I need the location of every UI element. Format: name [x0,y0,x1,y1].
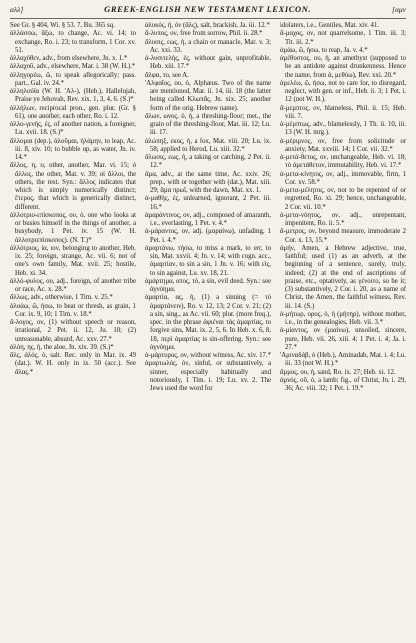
lexicon-entry: 'Αμιναδάβ, ὁ (Heb.), Aminadab, Mat. i. 4; Lu. iii. 33 (not W. H.).* [280,352,406,368]
lexicon-entry: ἁλυκός, ή, όν (ἅλς), salt, brackish, Ja. iii. 12.* [145,22,270,29]
lexicon-entry: ἁμάρτημα, ατος, τό, a sin, evil deed. Syn.: see ἀγνόημα. [145,277,271,293]
lexicon-entry: ἀμέθυστος, ου, ἡ, an amethyst (supposed to be an antidote against drunkenness. Hence the name, from ἀ, μεθύω), Rev. xxi. 20.* [280,55,406,79]
lexicon-entry: ἀλλότριος, ία, ιον, belonging to another, Heb. ix. 25; foreign, strange, Ac. vii. 6; not of one's own family, Mat. xvii. 25; hostile, Heb. xi. 34. [10,244,136,277]
column-left [10,22,136,639]
lexicon-entry: See Gr. § 404, Wi. § 53. 7, Bu. 365 sq. [10,22,115,29]
lexicon-entry: ἀ-μετά-θετος, ον, unchangeable, Heb. vi. 18; τὸ ἀμετάθετον, immutability, Heb. vi. 17.* [280,154,406,170]
column-right [280,22,406,639]
lexicon-entry: ἁμαρτωλός, όν, sinful, or substantively, a sinner, especially habitually and notoriously, 1 Tim. i. 19; Lu. xv. 2. The Jews used the word for [145,360,271,392]
column-middle [145,22,271,639]
header-left-guideword: αλλ] [10,5,24,14]
lexicon-entry: ἀλληγορέω, ῶ, to speak allegorically; pass. part., Gal. iv. 24.* [10,71,136,87]
text-columns [10,22,406,639]
lexicon-entry: ἄ-μαχος, ον, not quarrelsome, 1 Tim. iii. 3; Tit. iii. 2.* [280,30,406,46]
lexicon-entry: ἀλόη, ης, ἡ, the aloe, Jn. xix. 39. (S.)* [10,343,114,351]
lexicon-entry: ἀ-μετα-νόητος, ον, adj., unrepentant, impenitent, Ro. ii. 5.* [280,211,406,227]
lexicon-entry: ἁμαρτία, ας, ἡ, (1) a sinning (= τὸ ἁμαρτάνειν), Ro. v. 12, 13; 2 Cor. v. 21; (2) a sin, sing., as Ac. vii. 60; plur. (more freq.), spec. in the phrase ἀφιέναι τὰς ἁμαρτίας, to forgive sins, Mat. ix. 2, 5, 6. In Heb. x. 6, 8, 18, περὶ ἁμαρτίας is sin-offering. Syn.: see ἀγνόημα. [145,294,271,351]
lexicon-entry: ἀλληλούϊα (W. H. 'Αλ-), (Heb.), Hallelujah, Praise ye Jehovah, Rev. xix. 1, 3, 4, 6. (S.)* [10,88,136,104]
lexicon-entry: ἀ-μάρτυρος, ον, without witness, Ac. xiv. 17.* [145,352,271,359]
lexicon-entry: ἀλοάω, ῶ, ήσω, to beat or thresh, as grain, 1 Cor. ix. 9, 10; 1 Tim. v. 18.* [10,302,136,318]
lexicon-entry: ἀμελέω, ῶ, ήσω, not to care for, to disregard, neglect, with gen. or inf., Heb. ii. 3; 1 Pet. i. 12 (not W. H.). [280,79,406,104]
lexicon-entry: ἄλφα, το, see A. [145,71,189,79]
lexicon-entry: ἀμαράντινος, ον, adj., composed of amaranth, i.e., everlasting, 1 Pet. v. 4.* [145,211,271,227]
lexicon-entry: ἅλων, ωνος, ὁ, ἡ, a threshing-floor; met., the grain of the threshing-floor, Mat. iii. 12; Lu. iii. 17. [145,112,271,137]
lexicon-entry: idolaters, i.e., Gentiles, Mat. xiv. 41. [280,22,380,29]
lexicon-entry: ἀμνός, οῦ, ὁ, a lamb; fig., of Christ, Jn. i. 29, 36; Ac. viii. 32; 1 Pet. i. 19.* [280,376,406,392]
running-header [10,4,406,19]
lexicon-entry: ἅλυσις, εως, ἡ, a chain or manacle, Mar. v. 3; Ac. xxi. 33. [145,38,271,54]
lexicon-entry: ἄ-λυπος, ον, free from sorrow, Phil. ii. 28.* [145,30,263,38]
lexicon-entry: ἄ-μεμπτος, ον, blameless, Phil. ii. 15; Heb. viii. 7. [280,104,406,120]
lexicon-entry: ἁμαρτάνω, τήσω, to miss a mark, to err, to sin, Mat. xxvii. 4; Jn. v. 14; with cogn. acc., ἁμαρτίαν, to sin a sin, 1 Jn. v. 16; with εἰς, to sin against, Lu. xv. 18, 21. [145,244,271,277]
lexicon-entry: ἀ-μετα-κίνητος, ον, adj., immovable, firm, 1 Cor. xv. 58.* [280,170,406,186]
lexicon-entry: ἄ-μετρος, ον, beyond measure, immoderate 2 Cor. x. 13, 15.* [280,228,406,244]
lexicon-entry: ἀμήν, Amen, a Hebrew adjective, true, faithful; used (1) as an adverb, at the beginning of a sentence, surely, truly, indeed; (2) at the end of ascriptions of praise, etc., optatively, as γένοιτο, so be it; (3) substantively, 2 Cor. i. 20, as a name of Christ, the Amen, the faithful witness, Rev. iii. 14. (S.) [280,244,406,310]
lexicon-entry: ἅλωσις, εως, ἡ, a taking or catching, 2 Pet. ii. 12.* [145,154,271,170]
lexicon-entry: ἀμάω, ῶ, ήσω, to reap, Ja. v. 4.* [280,46,368,54]
lexicon-entry: ἀλλοτριο-επίσκοπος, ου, ὁ, one who looks at or busies himself in the things of another, a busybody, 1 Pet. iv. 15 (W. H. ἀλλοτριεπίσκοπος). (N. T.)* [10,211,136,244]
lexicon-entry: ἀλλάσσω, ἄξω, to change, Ac. vi. 14; to exchange, Ro. i. 23; to transform, 1 Cor. xv. 51. [10,30,136,54]
header-right-guideword: [αμν [392,5,406,14]
lexicon-entry: ἀλλό-φυλος, ου, adj., foreign, of another tribe or race, Ac. x. 28.* [10,277,136,293]
lexicon-entry: ἀ-μάραντος, ον, adj. (μαραίνω), unfading, 1 Pet. i. 4.* [145,228,271,244]
lexicon-entry: ἀ-μέμπτως, adv., blamelessly, 1 Th. ii. 10, iii. 13 (W. H. mrg.). [280,121,406,137]
lexicon-entry: ἀ-λυσιτελής, ές, without gain, unprofitable, Heb. xiii. 17.* [145,55,271,71]
lexicon-entry: ἄ-λογος, ον, (1) without speech or reason, irrational, 2 Pet. ii. 12, Ju. 10; (2) unreasonable, absurd, Ac. xxv. 27.* [10,319,136,343]
lexicon-entry: ἀ-μαθής, ές, unlearned, ignorant, 2 Pet. iii. 16.* [145,195,271,211]
lexicon-entry: ἀλλήλων, reciprocal pron., gen. plur. (Gr. § 61), one another, each other, Ro. i. 12. [10,104,136,120]
header-title: GREEK-ENGLISH NEW TESTAMENT LEXICON. [104,4,312,14]
lexicon-entry: 'Αλφαῖος, ου, ὁ, Alphæus. Two of the name are mentioned, Mar. ii. 14, iii. 18 (the latter being called Κλωπᾶς, Jn. xix. 25; another form of the orig. Hebrew name). [145,79,271,112]
lexicon-entry: ἀλλαχόθεν, adv., from elsewhere, Jn. x. 1.* [10,55,128,62]
lexicon-entry: ἅλλομαι (dep.), ἁλοῦμαι, ἡλάμην, to leap, Ac. iii. 8, xiv. 10; to bubble up, as water, Jn. iv. 14.* [10,137,136,161]
lexicon-entry: ἅμα, adv., at the same time, Ac. xxiv. 26; prep., with or together with (dat.), Mat. xiii. 29; ἅμα πρωΐ, with the dawn, Mat. xx. 1. [145,170,271,194]
lexicon-entry: ἀλλαχοῦ, adv., elsewhere, Mar. i. 38 (W. H.).* [10,63,136,71]
lexicon-entry: ἀ-μετα-μέλητος, ον, not to be repented of or regretted, Ro. xi. 29; hence, unchangeable, 2 Cor. vii. 10.* [280,187,406,211]
lexicon-entry: ἀ-μέριμνος, ον, free from solicitude or anxiety, Mat. xxviii. 14; 1 Cor. vii. 32.* [280,137,406,153]
lexicon-entry: ἄμμος, ου, ἡ, sand, Ro. ix. 27; Heb. xi. 12. [280,368,396,376]
lexicon-entry: ἄλλος, η, ο, other, another, Mar. vi. 15; ὁ ἄλλος, the other, Mat. v. 39; οἱ ἄλλοι, the others, the rest. Syn.: ἄλλος indicates that which is simply numerically distinct; ἕτερος, that which is generically distinct, different. [10,162,136,211]
lexicon-entry: ἀ-μίαντος, ον (μιαίνω), unsoiled, sincere, pure, Heb. vii. 26, xiii. 4; 1 Pet. i. 4; Ja. i. 27.* [280,327,406,351]
lexicon-entry: ἄλλως, adv., otherwise, 1 Tim. v. 25.* [10,294,113,302]
lexicon-entry: ἀ-μήτωρ, ορος, ὁ, ἡ (μήτηρ), without mother, i.e., in the genealogies, Heb. vii. 3.* [280,310,406,326]
lexicon-entry: ἀλλο-γενής, ές, of another nation, a foreigner, Lu. xvii. 18. (S.)* [10,121,136,137]
lexicon-entry: ἀλώπηξ, εκος, ἡ, a fox, Mat. viii. 20; Lu. ix. 58; applied to Herod, Lu. xiii. 32.* [145,137,271,153]
lexicon-entry: ἅλς, ἁλός, ὁ, salt. Rec. only in Mar. ix. 49 (dat.). W. H. only in ix. 50 (acc.). See ἅλας.* [10,352,136,376]
